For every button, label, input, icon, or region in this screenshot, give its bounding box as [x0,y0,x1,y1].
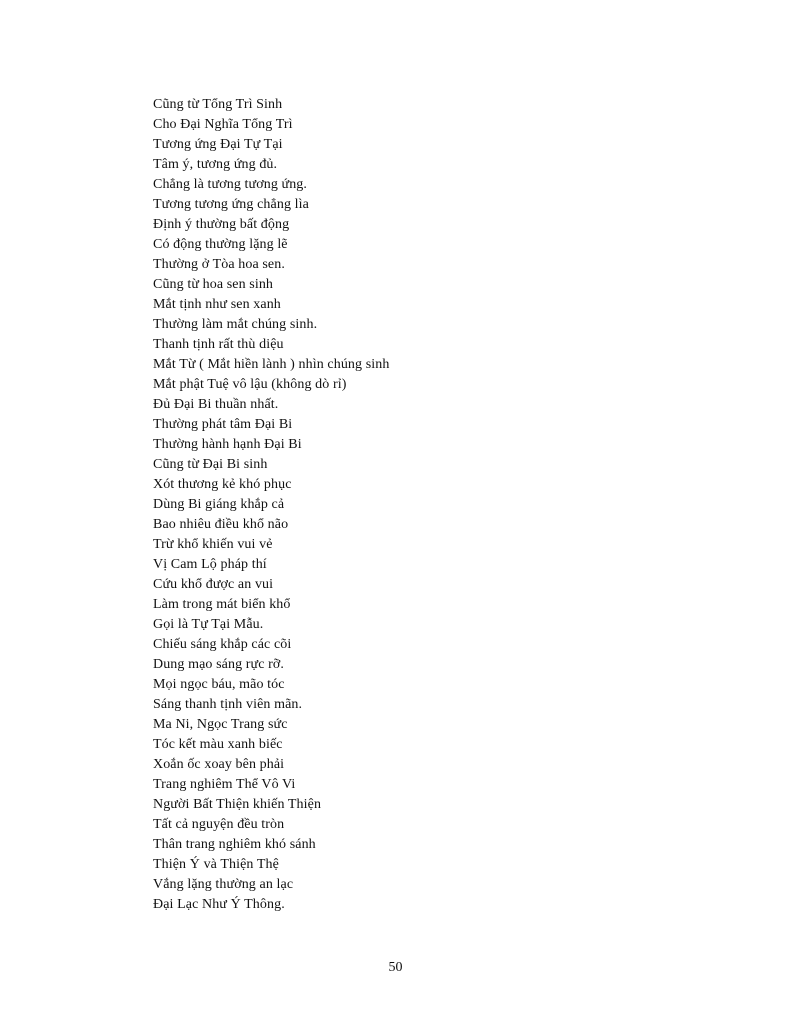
verse-line: Tương ứng Đại Tự Tại [153,137,283,152]
verse-line: Tóc kết màu xanh biếc [153,737,283,752]
verse-line: Mắt tịnh như sen xanh [153,297,281,312]
verse-line: Chiếu sáng khắp các cõi [153,637,292,652]
verse-line: Làm trong mát biển khổ [153,597,291,612]
verse-line: Vị Cam Lộ pháp thí [153,557,267,572]
verse-line: Thường phát tâm Đại Bi [153,417,293,432]
verse-line: Đủ Đại Bi thuần nhất. [153,397,279,412]
verse-line: Dung mạo sáng rực rỡ. [153,657,285,672]
page-number: 50 [388,960,403,975]
verse-text-block [153,95,389,915]
verse-line: Tâm ý, tương ứng đủ. [153,157,278,172]
verse-line: Bao nhiêu điều khổ não [153,517,289,532]
verse-line: Tương tương ứng chẳng lìa [153,197,309,212]
verse-line: Người Bất Thiện khiến Thiện [153,797,322,812]
verse-line: Thiện Ý và Thiện Thệ [153,857,279,872]
verse-line: Cũng từ Tổng Trì Sinh [153,97,283,112]
verse-line: Cũng từ hoa sen sinh [153,277,274,292]
verse-line: Thường làm mắt chúng sinh. [153,317,318,332]
verse-line: Thường ở Tòa hoa sen. [153,257,285,272]
verse-line: Vắng lặng thường an lạc [153,877,294,892]
verse-line: Tất cả nguyện đều tròn [153,817,285,832]
verse-line: Thanh tịnh rất thù diệu [153,337,284,352]
verse-line: Có động thường lặng lẽ [153,237,288,252]
verse-line: Đại Lạc Như Ý Thông. [153,897,285,912]
verse-line: Sáng thanh tịnh viên mãn. [153,697,303,712]
verse-line: Cho Đại Nghĩa Tổng Trì [153,117,293,132]
verse-line: Gọi là Tự Tại Mẫu. [153,617,264,632]
verse-line: Dùng Bi giáng khắp cả [153,497,285,512]
verse-line: Xoắn ốc xoay bên phải [153,757,285,772]
verse-line: Mắt phật Tuệ vô lậu (không dò rỉ) [153,377,347,392]
verse-line: Ma Ni, Ngọc Trang sức [153,717,288,732]
verse-line: Xót thương kẻ khó phục [153,477,292,492]
verse-line: Thường hành hạnh Đại Bi [153,437,302,452]
verse-line: Thân trang nghiêm khó sánh [153,837,316,852]
verse-line: Trang nghiêm Thể Vô Vi [153,777,296,792]
verse-line: Cứu khổ được an vui [153,577,274,592]
verse-line: Trừ khổ khiến vui vẻ [153,537,273,552]
verse-line: Cũng từ Đại Bi sinh [153,457,268,472]
verse-line: Mọi ngọc báu, mão tóc [153,677,285,692]
verse-line: Chẳng là tương tương ứng. [153,177,308,192]
verse-line: Mắt Từ ( Mắt hiền lành ) nhìn chúng sinh [153,357,390,372]
verse-line: Định ý thường bất động [153,217,290,232]
